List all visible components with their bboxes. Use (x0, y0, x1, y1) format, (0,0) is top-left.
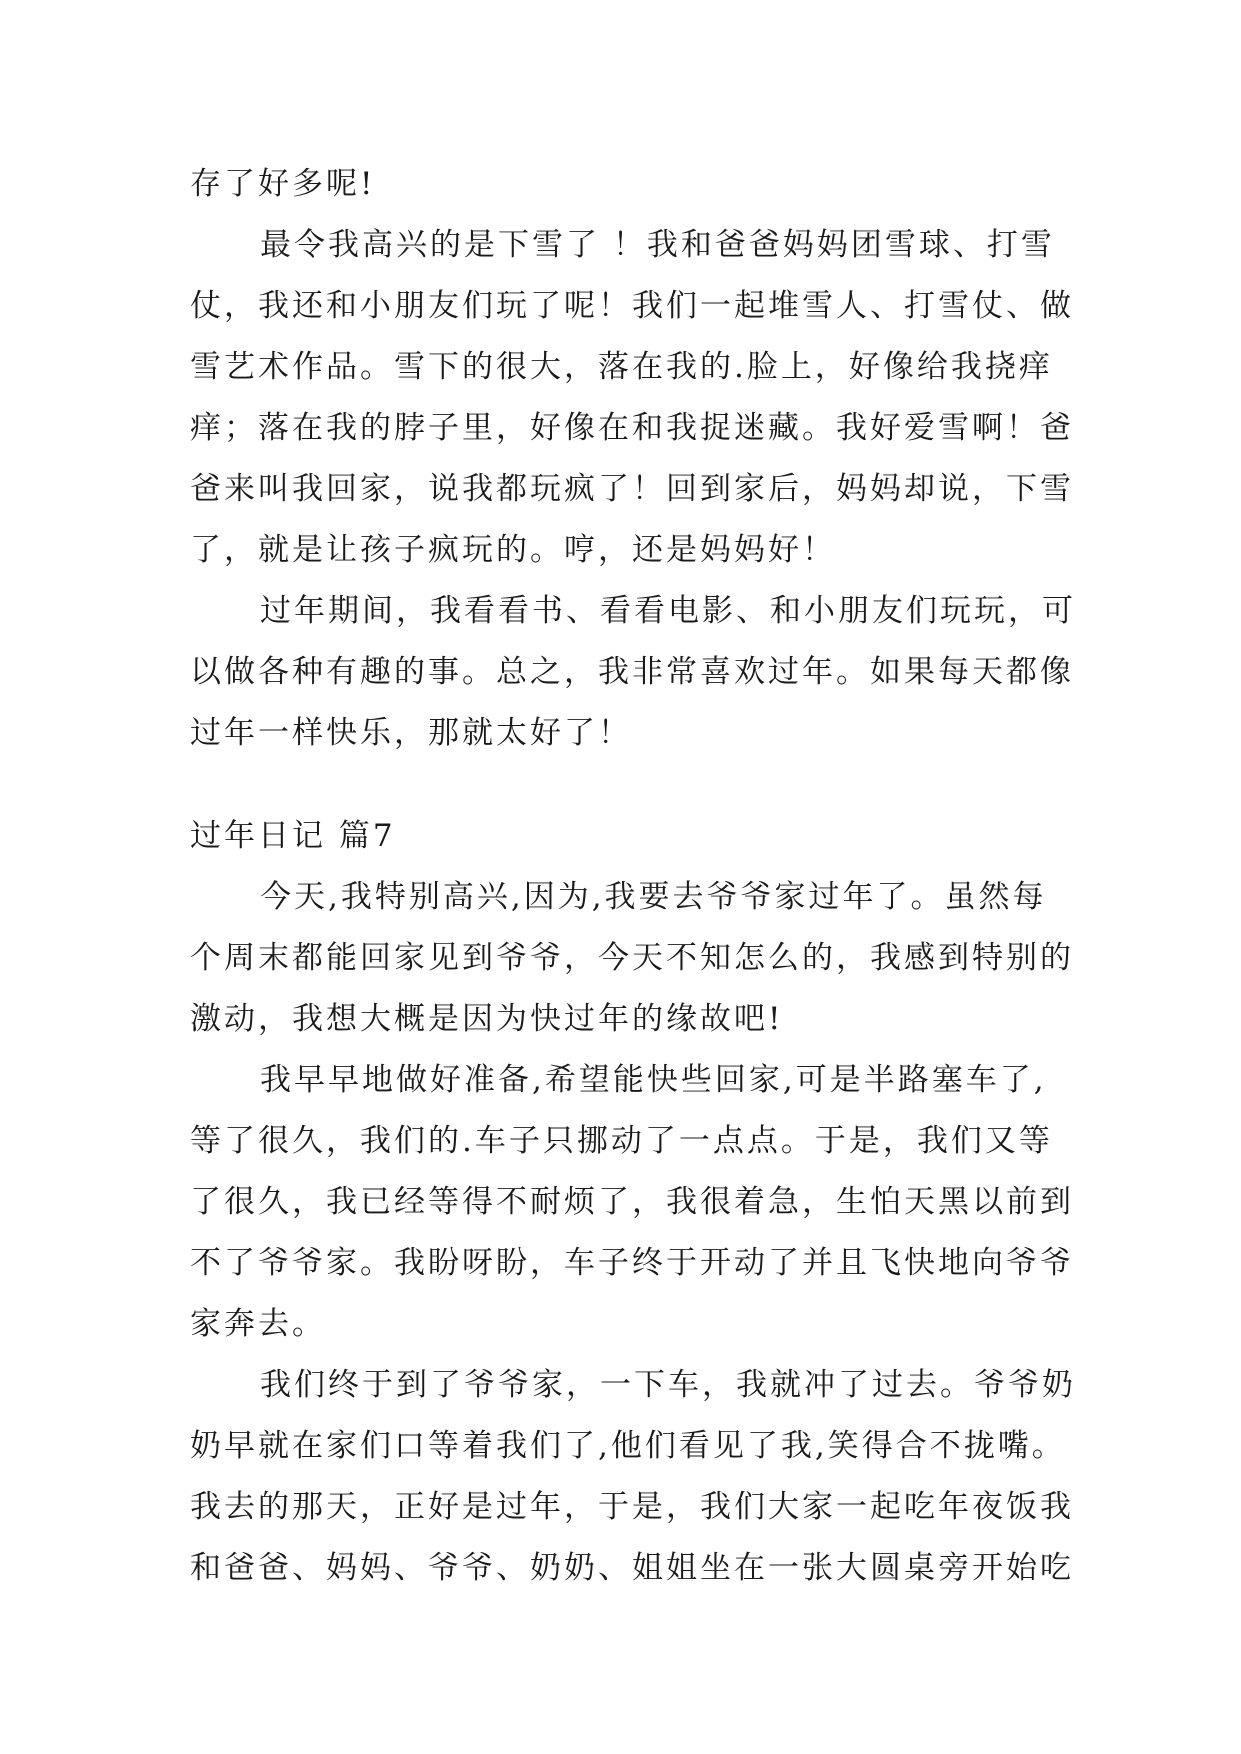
text-line: 等了很久，我们的.车子只挪动了一点点。于是，我们又等 (190, 1123, 1053, 1159)
paragraph-newyear (190, 581, 1076, 764)
text-line: 我去的那天，正好是过年，于是，我们大家一起吃年夜饭我 (190, 1489, 1074, 1525)
paragraph-today (190, 867, 1074, 1050)
text-line: 仗，我还和小朋友们玩了呢！我们一起堆雪人、打雪仗、做 (190, 288, 1074, 324)
text-line: 最令我高兴的是下雪了 ！我和爸爸妈妈团雪球、打雪 (260, 227, 1055, 263)
text-line: 今天,我特别高兴,因为,我要去爷爷家过年了。虽然每 (260, 879, 1047, 915)
section-gap (190, 764, 1050, 806)
section-heading: 过年日记 篇7 (190, 818, 396, 854)
text-line: 不了爷爷家。我盼呀盼，车子终于开动了并且飞快地向爷爷 (190, 1245, 1074, 1281)
text-line: 激动，我想大概是因为快过年的缘故吧! (190, 1001, 784, 1037)
text-line: 以做各种有趣的事。总之，我非常喜欢过年。如果每天都像 (190, 654, 1074, 690)
text-line: 个周末都能回家见到爷爷，今天不知怎么的，我感到特别的 (190, 940, 1074, 976)
text-line: 我早早地做好准备,希望能快些回家,可是半路塞车了, (260, 1062, 1047, 1098)
paragraph-arrival (190, 1355, 1076, 1599)
text-line: 和爸爸、妈妈、爷爷、奶奶、姐姐坐在一张大圆桌旁开始吃 (190, 1550, 1074, 1586)
paragraph-traffic (190, 1050, 1074, 1355)
text-line: 雪艺术作品。雪下的很大，落在我的.脸上，好像给我挠痒 (190, 349, 1053, 385)
text-line: 爸来叫我回家，说我都玩疯了！回到家后，妈妈却说，下雪 (190, 471, 1074, 507)
text-line: 存了好多呢! (190, 166, 376, 202)
text-line: 了很久，我已经等得不耐烦了，我很着急，生怕天黑以前到 (190, 1184, 1074, 1220)
text-line: 了，就是让孩子疯玩的。哼，还是妈妈好！ (190, 532, 836, 568)
text-line: 我们终于到了爷爷家，一下车，我就冲了过去。爷爷奶 (260, 1367, 1076, 1403)
text-line: 过年期间，我看看书、看看电影、和小朋友们玩玩，可 (260, 593, 1076, 629)
text-line: 家奔去。 (190, 1306, 326, 1342)
text-line: 奶早就在家们口等着我们了,他们看见了我,笑得合不拢嘴。 (190, 1428, 1066, 1464)
paragraph-snow (190, 215, 1074, 581)
document-body (190, 154, 1076, 1599)
text-line: 过年一样快乐，那就太好了！ (190, 715, 632, 751)
text-line: 痒；落在我的脖子里，好像在和我捉迷藏。我好爱雪啊！爸 (190, 410, 1074, 446)
